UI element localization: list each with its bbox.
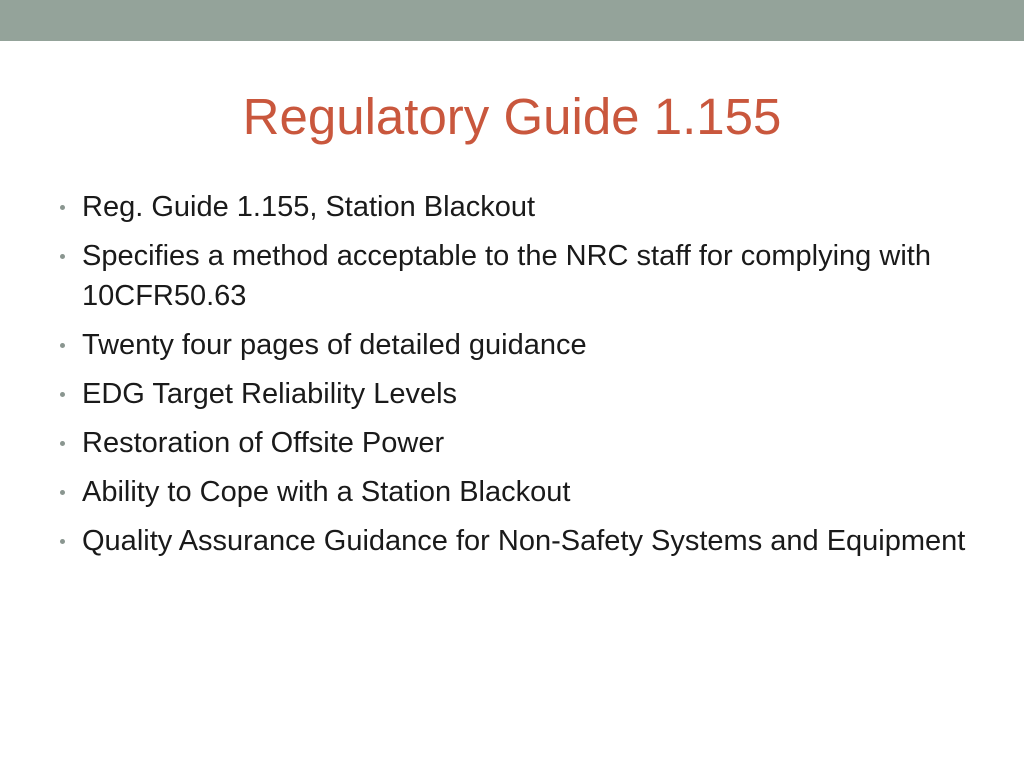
bullet-dot-icon bbox=[60, 392, 65, 397]
bullet-text: EDG Target Reliability Levels bbox=[82, 378, 458, 410]
bullet-dot-icon bbox=[60, 205, 65, 210]
bullet-dot-icon bbox=[60, 441, 65, 446]
slide-title: Regulatory Guide 1.155 bbox=[242, 88, 782, 145]
bullet-text: Quality Assurance Guidance for Non-Safety Systems and Equipment bbox=[82, 525, 966, 557]
bullet-item bbox=[57, 187, 967, 227]
bullet-text: Twenty four pages of detailed guidance bbox=[82, 329, 587, 361]
bullet-dot-icon bbox=[60, 254, 65, 259]
bullet-dot-icon bbox=[60, 343, 65, 348]
bullet-item bbox=[57, 236, 967, 316]
header-band bbox=[0, 0, 1024, 41]
bullet-text: Specifies a method acceptable to the NRC staff for complying with 10CFR50.63 bbox=[82, 240, 931, 312]
bullet-text: Ability to Cope with a Station Blackout bbox=[82, 476, 571, 508]
bullet-item bbox=[57, 374, 967, 414]
bullet-text: Reg. Guide 1.155, Station Blackout bbox=[82, 191, 536, 223]
bullet-item bbox=[57, 472, 967, 512]
bullet-text: Restoration of Offsite Power bbox=[82, 427, 445, 459]
bullet-list bbox=[57, 187, 967, 570]
bullet-dot-icon bbox=[60, 539, 65, 544]
bullet-dot-icon bbox=[60, 490, 65, 495]
bullet-item bbox=[57, 423, 967, 463]
bullet-item bbox=[57, 521, 967, 561]
bullet-item bbox=[57, 325, 967, 365]
